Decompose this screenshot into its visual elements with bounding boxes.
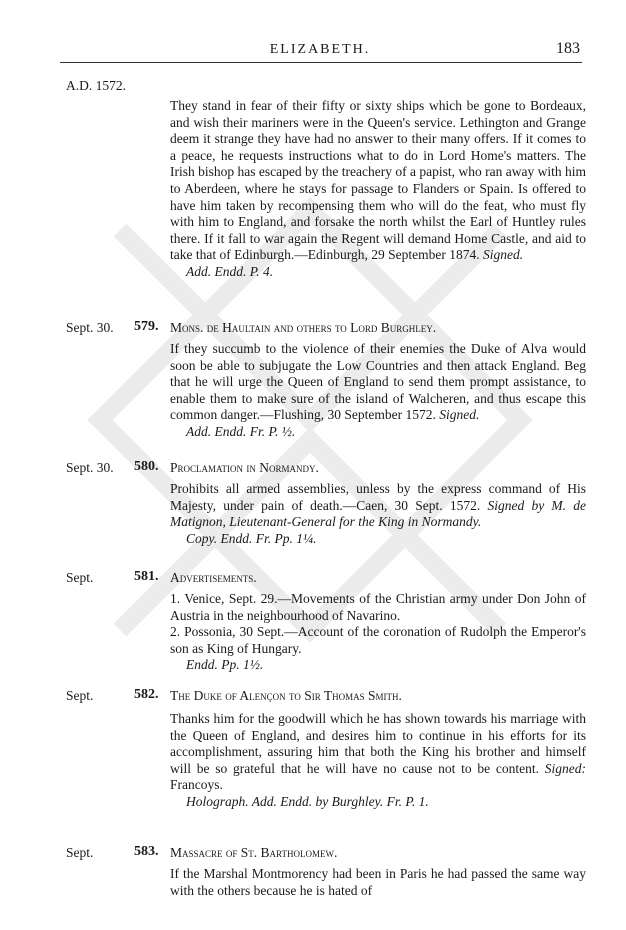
entry-title: Massacre of St. Bartholomew. [170,845,338,860]
entry-title: Mons. de Haultain and others to Lord Burghley. [170,320,437,335]
entry-title: Advertisements. [170,570,257,585]
running-head: ELIZABETH. [269,42,371,57]
entry-body: They stand in fear of their fifty or sixty ships which be gone to Bordeaux, and wish their mariners were in the Queen's service. Lethington and Grange deem it strange they have had no answer to their many offers. If it comes to a peace, he requests instructions what to do in Lord Home's matters. The Irish bishop has escaped by the treachery of a papist, who ran away with him to Aberdeen, where he stays for passage to Flanders or Spain. Is offered to have him taken by recompensing them who will do the feat, who must fly with him to England, and forsake the north whilst the Earl of Huntley rules there. If it fall to war again the Regent will demand Home Castle, and aid to take that of Edinburgh.—Edinburgh, 29 September 1874. Signed. [170,98,586,263]
entry-continuation [170,98,586,281]
entry-date: Sept. [66,570,94,585]
entry-number: 581. [134,569,159,584]
entry-date: Sept. [66,845,94,860]
entry-title: Proclamation in Normandy. [170,460,319,475]
list-item: 1. Venice, Sept. 29.—Movements of the Christian army under Don John of Austria in the neighbourhood of Navarino. [170,591,586,623]
header-rule [60,62,582,63]
page-header [60,38,580,62]
year-label: A.D. 1572. [66,78,126,93]
entry-number: 583. [134,844,159,859]
entry-endorsement: Add. Endd. P. 4. [186,263,274,279]
entry-579 [170,341,586,441]
entry-endorsement: Copy. Endd. Fr. Pp. 1¼. [186,530,317,546]
entry-number: 582. [134,687,159,702]
entry-body: Prohibits all armed assemblies, unless by the express command of His Majesty, under pain of death.—Caen, 30 Sept. 1572. Signed by M. de Matignon, Lieutenant-General for the King in Normandy. [170,481,586,530]
entry-number: 579. [134,319,159,334]
entry-580 [170,481,586,547]
entry-endorsement: Add. Endd. Fr. P. ½. [186,423,296,439]
page-number: 183 [556,40,580,57]
entry-body: Thanks him for the goodwill which he has shown towards his marriage with the Queen of England, and desires him to continue in his efforts for its accomplishment, assuring him that both the King his brother and himself will be so grateful that he will have no cause not to be content. Signed: Francoys. [170,711,586,793]
entry-date: Sept. [66,688,94,703]
entry-endorsement: Holograph. Add. Endd. by Burghley. Fr. P. 1. [186,793,429,809]
entry-title: The Duke of Alençon to Sir Thomas Smith. [170,688,402,703]
entry-date: Sept. 30. [66,320,114,335]
entry-583 [170,866,586,899]
entry-endorsement: Endd. Pp. 1½. [186,657,264,673]
entry-581 [170,591,586,674]
entry-number: 580. [134,459,159,474]
entry-body: If they succumb to the violence of their enemies the Duke of Alva would soon be able to subjugate the Low Countries and then attack England. Beg that he will urge the Queen of England to send them prompt assistance, to enable them to make sure of the island of Walcheren, and thus escape this common danger.—Flushing, 30 September 1572. Signed. [170,341,586,423]
list-item: 2. Possonia, 30 Sept.—Account of the coronation of Rudolph the Emperor's son as King of Hungary. [170,624,586,656]
entry-date: Sept. 30. [66,460,114,475]
entry-body: If the Marshal Montmorency had been in Paris he had passed the same way with the others because he is hated of [170,866,586,898]
entry-582 [170,711,586,811]
